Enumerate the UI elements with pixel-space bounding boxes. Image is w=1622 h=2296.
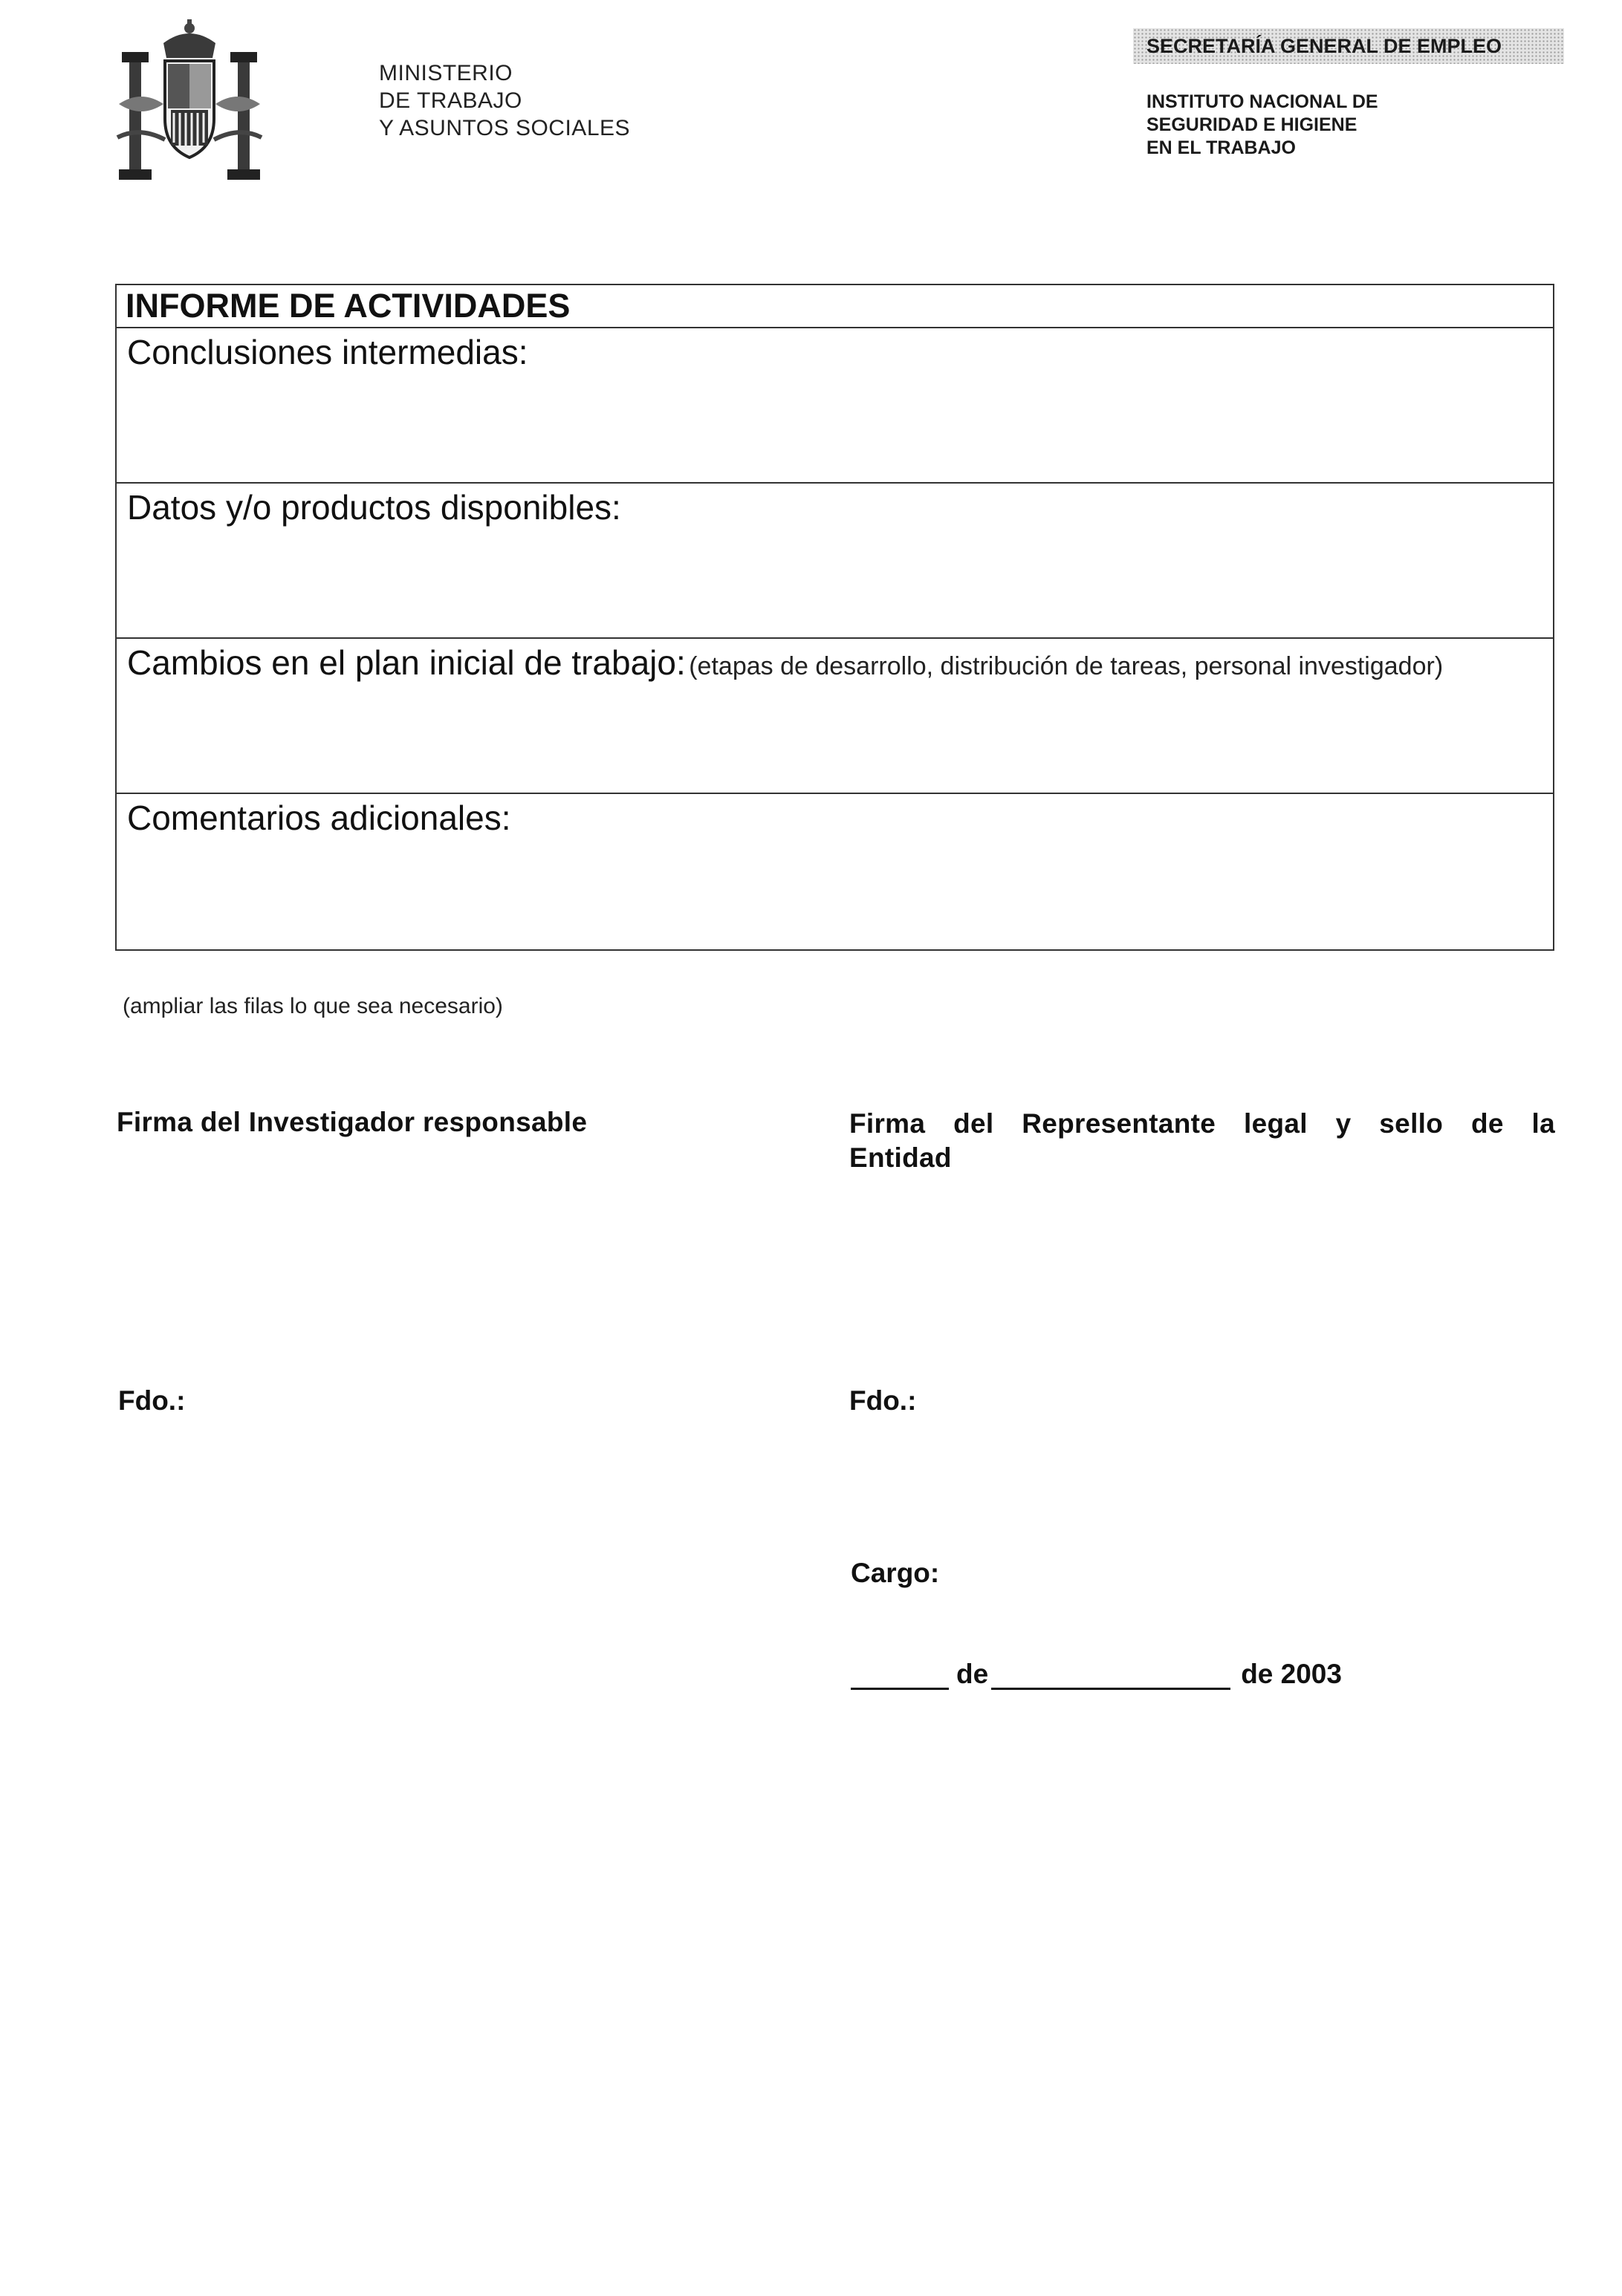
legal-rep-label-line-2: Entidad	[849, 1142, 952, 1173]
activities-report-table	[115, 284, 1554, 951]
field-label: Cambios en el plan inicial de trabajo:	[127, 643, 686, 682]
secretaria-text: SECRETARÍA GENERAL DE EMPLEO	[1146, 34, 1502, 57]
field-label: Conclusiones intermedias:	[127, 333, 528, 371]
cargo-label: Cargo:	[851, 1558, 940, 1588]
field-comentarios-adicionales[interactable]	[117, 794, 1553, 949]
form-title: INFORME DE ACTIVIDADES	[126, 287, 571, 325]
field-cambios-plan[interactable]	[117, 639, 1553, 794]
field-note: (etapas de desarrollo, distribución de tareas, personal investigador)	[689, 652, 1444, 680]
instituto-line-2: SEGURIDAD E HIGIENE	[1146, 114, 1357, 135]
field-conclusiones-intermedias[interactable]	[117, 328, 1553, 484]
day-blank[interactable]	[851, 1661, 949, 1690]
date-de-text: de	[956, 1659, 989, 1689]
researcher-signature-label: Firma del Investigador responsable	[117, 1107, 588, 1137]
researcher-fdo-label: Fdo.:	[118, 1385, 186, 1416]
month-blank[interactable]	[991, 1661, 1230, 1690]
legal-rep-fdo-label: Fdo.:	[849, 1385, 917, 1416]
ministry-line-2: DE TRABAJO	[379, 88, 522, 113]
date-line	[851, 1659, 1342, 1690]
field-datos-productos[interactable]	[117, 484, 1553, 639]
coat-of-arms-icon	[111, 15, 267, 182]
secretaria-banner	[1133, 28, 1564, 64]
field-label: Comentarios adicionales:	[127, 799, 511, 837]
table-title-row	[117, 285, 1553, 328]
instituto-name	[1146, 91, 1378, 160]
legal-rep-label-line-1: Firma del Representante legal y sello de la	[849, 1108, 1555, 1139]
instituto-line-1: INSTITUTO NACIONAL DE	[1146, 91, 1378, 112]
date-year-text: de 2003	[1241, 1659, 1342, 1689]
ministry-line-1: MINISTERIO	[379, 61, 513, 85]
field-label: Datos y/o productos disponibles:	[127, 488, 621, 527]
ministry-line-3: Y ASUNTOS SOCIALES	[379, 116, 631, 140]
legal-rep-signature-label	[849, 1107, 1555, 1175]
instituto-line-3: EN EL TRABAJO	[1146, 137, 1296, 158]
ministry-name	[379, 59, 630, 142]
expand-rows-note: (ampliar las filas lo que sea necesario)	[123, 994, 503, 1018]
